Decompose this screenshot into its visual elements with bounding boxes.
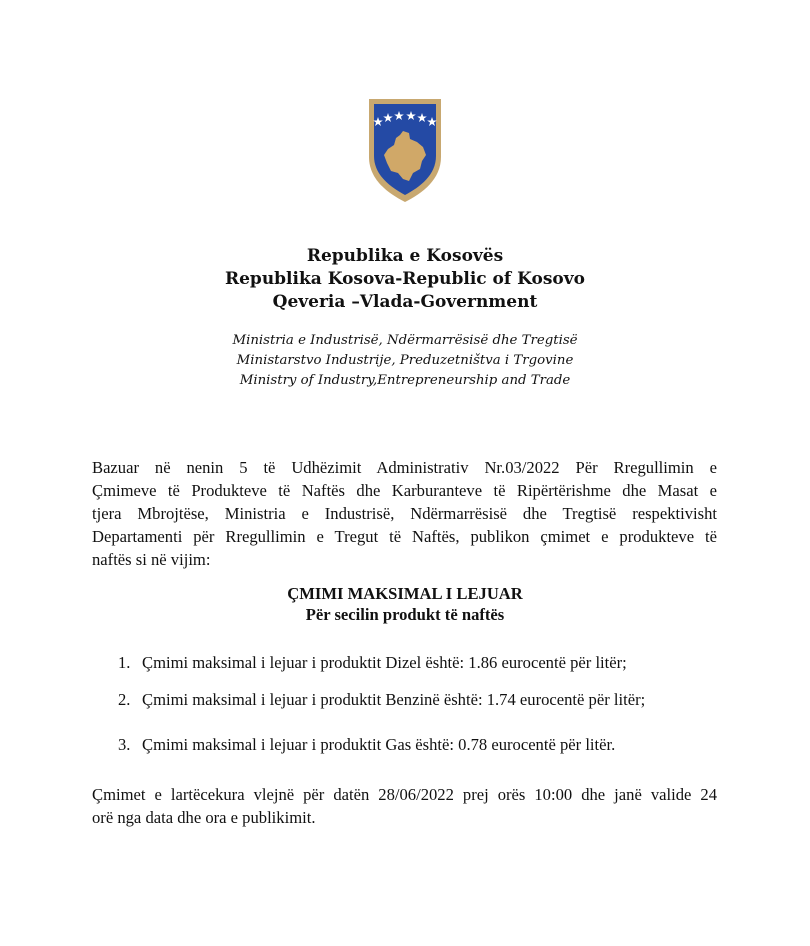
list-number: 1. xyxy=(118,653,131,672)
ministry-name-albanian: Ministria e Industrisë, Ndërmarrësisë dhe Tregtisë xyxy=(232,333,578,348)
intro-line: Bazuar në nenin 5 të Udhëzimit Administrativ Nr.03/2022 Për Rregullimin e xyxy=(92,458,717,477)
section-title: ÇMIMI MAKSIMAL I LEJUAR xyxy=(287,584,523,603)
list-number: 2. xyxy=(118,690,131,709)
validity-line: Çmimet e lartëcekura vlejnë për datën 28/06/2022 prej orës 10:00 dhe janë valide 24 xyxy=(92,785,717,804)
government-name: Qeveria –Vlada-Government xyxy=(272,292,538,312)
price-text: Çmimi maksimal i lejuar i produktit Gas është: 0.78 eurocentë për litër. xyxy=(142,735,616,754)
ministry-name-serbian: Ministarstvo Industrije, Preduzetništva i Trgovine xyxy=(236,353,574,368)
intro-line: tjera Mbrojtëse, Ministria e Industrisë, Ndërmarrësisë dhe Tregtisë respektivisht xyxy=(92,504,717,523)
kosovo-coat-of-arms-icon xyxy=(365,95,445,205)
price-text: Çmimi maksimal i lejuar i produktit Dizel është: 1.86 eurocentë për litër; xyxy=(142,653,627,672)
intro-paragraph xyxy=(92,456,717,571)
price-item-dizel xyxy=(118,653,627,673)
intro-line: naftës si në vijim: xyxy=(92,550,211,569)
validity-paragraph xyxy=(92,783,717,829)
intro-line: Çmimeve të Produkteve të Naftës dhe Karburanteve të Ripërtërishme dhe Masat e xyxy=(92,481,717,500)
ministry-name-english: Ministry of Industry,Entrepreneurship and Trade xyxy=(239,373,571,388)
section-subtitle: Për secilin produkt të naftës xyxy=(305,605,505,624)
price-text: Çmimi maksimal i lejuar i produktit Benzinë është: 1.74 eurocentë për litër; xyxy=(142,690,646,709)
intro-line: Departamenti për Rregullimin e Tregut të Naftës, publikon çmimet e produkteve të xyxy=(92,527,717,546)
price-item-gas xyxy=(118,735,615,755)
republic-name-multilingual: Republika Kosova-Republic of Kosovo xyxy=(224,269,585,289)
list-number: 3. xyxy=(118,735,131,754)
validity-line: orë nga data dhe ora e publikimit. xyxy=(92,808,316,827)
republic-name-albanian: Republika e Kosovës xyxy=(306,246,504,266)
price-item-benzine xyxy=(118,690,645,710)
